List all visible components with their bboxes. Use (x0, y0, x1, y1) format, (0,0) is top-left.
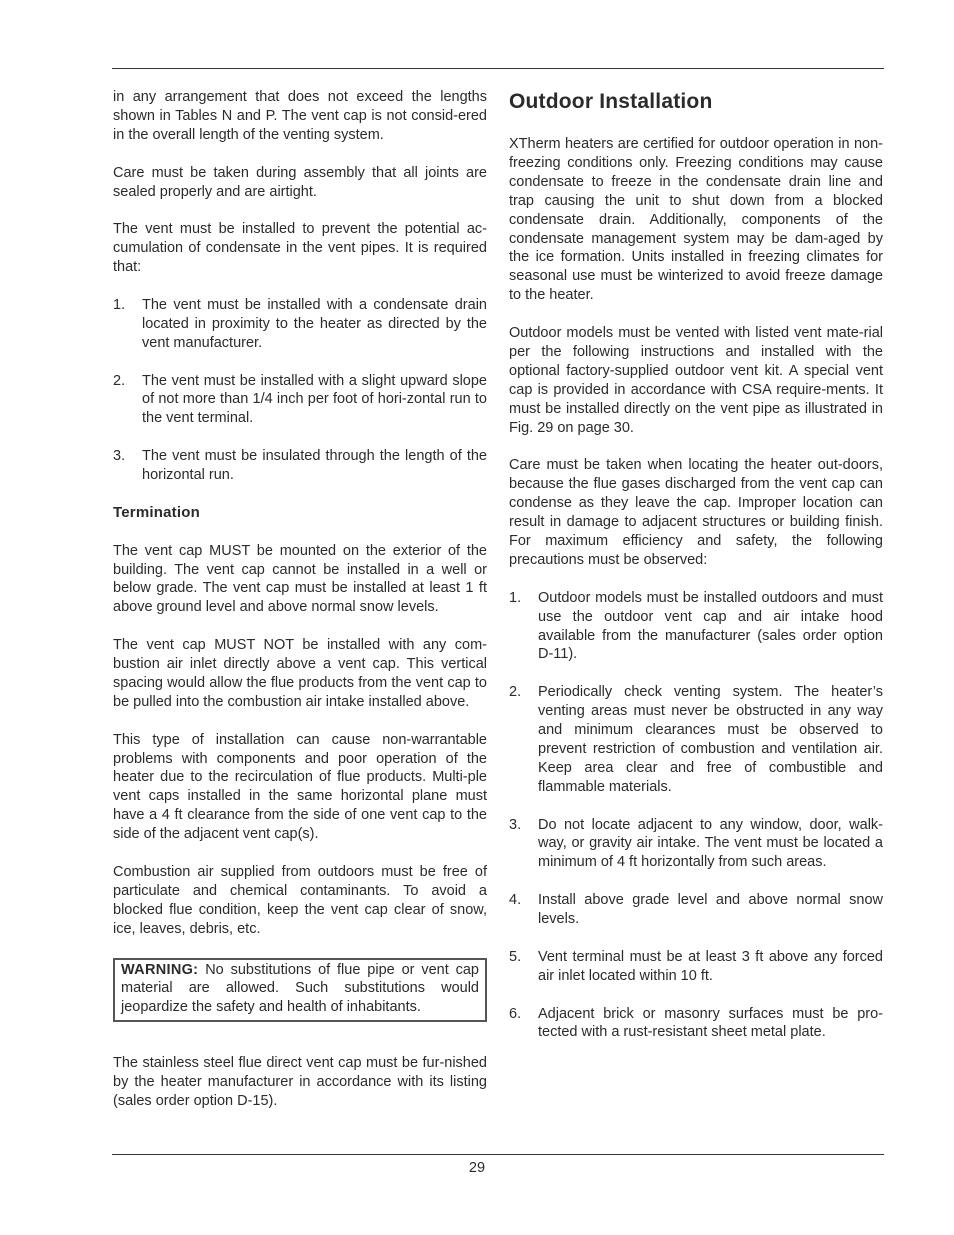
list-item (113, 447, 487, 485)
list-text: Install above grade level and above normal snow levels. (538, 892, 883, 928)
list-number: 3. (509, 816, 522, 833)
list-item (509, 891, 883, 929)
list-text: The vent must be insulated through the length of the horizontal run. (142, 448, 487, 484)
list-text: Vent terminal must be at least 3 ft above any forced air inlet located within 10 ft. (538, 948, 883, 984)
list-number: 4. (509, 892, 522, 909)
paragraph: The vent cap MUST NOT be installed with any com-bustion air inlet directly above a vent cap. This vertical spacing would allow the flue products from the vent cap to be pulled into the combustion air intake installed above. (113, 637, 487, 710)
list-number: 2. (113, 372, 126, 389)
left-column (113, 88, 487, 1130)
list-number: 1. (113, 296, 126, 313)
warning-label: WARNING: (121, 961, 199, 978)
list-text: The vent must be installed with a slight upward slope of not more than 1/4 inch per foot of hori-zontal run to the vent terminal. (142, 372, 487, 427)
section-title: Outdoor Installation (509, 90, 713, 113)
paragraph: The stainless steel flue direct vent cap must be fur-nished by the heater manufacturer in accordance with its listing (sales order option D-15). (113, 1055, 487, 1110)
list-item (509, 948, 883, 986)
list-number: 6. (509, 1005, 522, 1022)
list-text: The vent must be installed with a condensate drain located in proximity to the heater as directed by the vent manufacturer. (142, 296, 487, 351)
list-number: 3. (113, 448, 126, 465)
paragraph: The vent cap MUST be mounted on the exterior of the building. The vent cap cannot be installed in a well or below grade. The vent cap must be installed at least 1 ft above ground level and above normal snow levels. (113, 542, 487, 616)
list-number: 5. (509, 948, 522, 965)
termination-heading: Termination (113, 503, 200, 521)
list-text: Adjacent brick or masonry surfaces must be pro-tected with a rust-resistant sheet metal plate. (538, 1005, 883, 1041)
page-number: 29 (468, 1160, 486, 1176)
list-item (509, 1005, 883, 1043)
paragraph: Combustion air supplied from outdoors must be free of particulate and chemical contaminants. To avoid a blocked flue condition, keep the vent cap clear of snow, ice, leaves, debris, etc. (113, 864, 487, 937)
list-item (113, 372, 487, 429)
list-item (509, 589, 883, 665)
list-text: Outdoor models must be installed outdoors and must use the outdoor vent cap and air intake hood available from the manufacturer (sales order option D-11). (538, 589, 883, 663)
list-number: 2. (509, 684, 522, 701)
footer-rule (112, 1154, 884, 1155)
paragraph: in any arrangement that does not exceed the lengths shown in Tables N and P. The vent cap is not consid-ered in the overall length of the venting system. (113, 89, 487, 143)
paragraph: This type of installation can cause non-warrantable problems with components and poor operation of the heater due to the recirculation of flue products. Multi-ple vent caps installed in the same horizontal plane must have a 4 ft clearance from the side of one vent cap to the side of the adjacent vent cap(s). (113, 731, 487, 843)
list-item (113, 296, 487, 353)
list-item (509, 816, 883, 873)
header-rule (112, 68, 884, 69)
list-number: 1. (509, 589, 522, 606)
paragraph: XTherm heaters are certified for outdoor operation in non-freezing conditions only. Freezing conditions may cause condensate to freeze in the condensate drain line and trap causing the unit to shut down from a blocked condensate drain. Additionally, components of the condensate management system may be dam-aged by the ice formation. Units installed in freezing climates for seasonal use must be winterized to avoid freeze damage to the heater. (509, 136, 883, 304)
list-text: Periodically check venting system. The heater’s venting areas must never be obstructed in any way and minimum clearances must be observed to prevent restriction of combustion and ventilation air. Keep area clear and free of combustible and flammable materials. (538, 684, 883, 795)
paragraph: Care must be taken during assembly that all joints are sealed properly and are airtight. (113, 164, 487, 200)
paragraph: Care must be taken when locating the heater out-doors, because the flue gases discharged from the vent cap can condense as they leave the cap. Improper location can result in damage to adjacent structures or building finish. For maximum efficiency and safety, the following precautions must be observed: (509, 457, 883, 568)
warning-box (113, 958, 487, 1023)
warning-text: No substitutions of flue pipe or vent cap material are allowed. Such substitutions would jeopardize the safety and health of inhabitants. (121, 961, 479, 1016)
list-item (509, 683, 883, 796)
paragraph: Outdoor models must be vented with listed vent mate-rial per the following instructions and installed with the optional factory-supplied outdoor vent kit. A special vent cap is provided in accordance with CSA require-ments. It must be installed directly on the vent pipe as illustrated in Fig. 29 on page 30. (509, 325, 883, 436)
right-column (509, 88, 883, 1061)
list-text: Do not locate adjacent to any window, door, walk-way, or gravity air intake. The vent must be located a minimum of 4 ft horizontally from such areas. (538, 816, 883, 871)
paragraph: The vent must be installed to prevent the potential ac-cumulation of condensate in the vent pipes. It is required that: (113, 221, 487, 276)
